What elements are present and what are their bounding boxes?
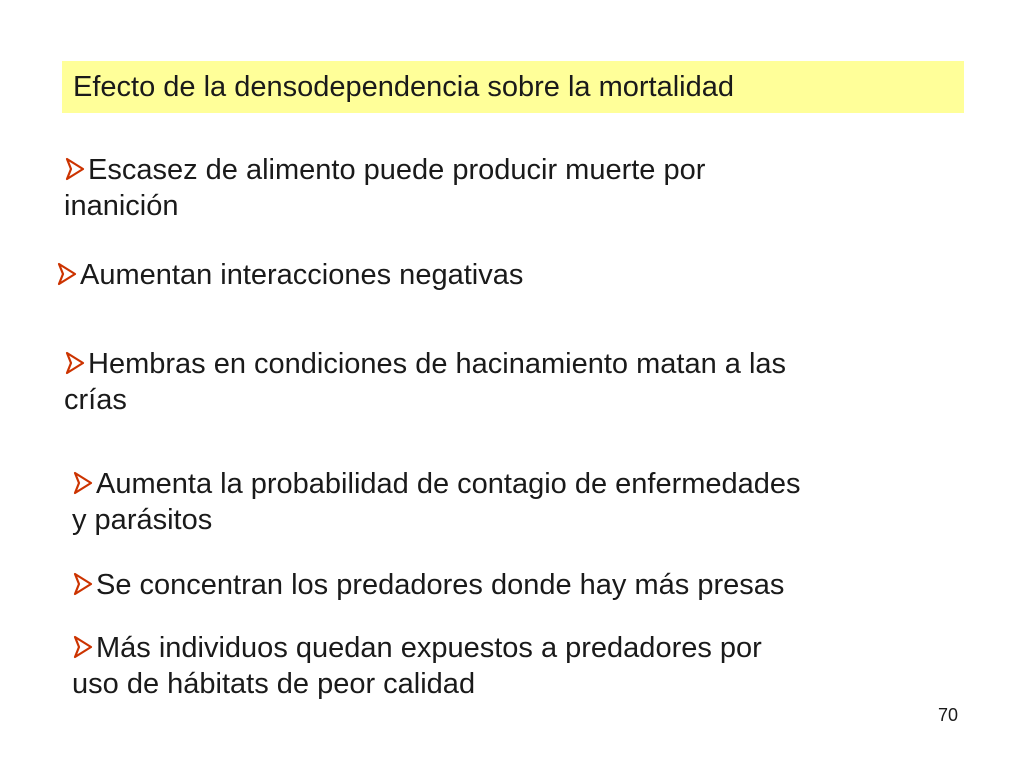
bullet-item <box>72 466 801 538</box>
bullet-text-continuation: y parásitos <box>72 504 213 536</box>
bullet-text: Se concentran los predadores donde hay más presas <box>96 569 785 601</box>
bullet-text: Más individuos quedan expuestos a predadores por <box>96 632 762 664</box>
bullet-item <box>64 346 786 418</box>
arrow-bullet-icon <box>72 571 94 597</box>
arrow-bullet-icon <box>64 156 86 182</box>
arrow-bullet-icon <box>72 470 94 496</box>
bullet-item <box>72 567 784 603</box>
bullet-text-continuation: inanición <box>64 190 179 222</box>
bullet-item <box>56 257 523 293</box>
arrow-bullet-icon <box>56 261 78 287</box>
slide-title: Efecto de la densodependencia sobre la mortalidad <box>73 70 735 103</box>
arrow-bullet-icon <box>72 634 94 660</box>
bullet-text-continuation: uso de hábitats de peor calidad <box>72 668 476 700</box>
bullet-item <box>64 152 705 224</box>
bullet-text: Escasez de alimento puede producir muerte por <box>88 154 706 186</box>
bullet-text: Aumentan interacciones negativas <box>80 259 524 291</box>
bullet-text: Aumenta la probabilidad de contagio de enfermedades <box>96 468 801 500</box>
slide-title-box <box>62 61 964 113</box>
slide-page-number: 70 <box>938 705 959 725</box>
bullet-text-continuation: crías <box>64 384 127 416</box>
bullet-text: Hembras en condiciones de hacinamiento matan a las <box>88 348 787 380</box>
bullet-item <box>72 630 762 702</box>
arrow-bullet-icon <box>64 350 86 376</box>
